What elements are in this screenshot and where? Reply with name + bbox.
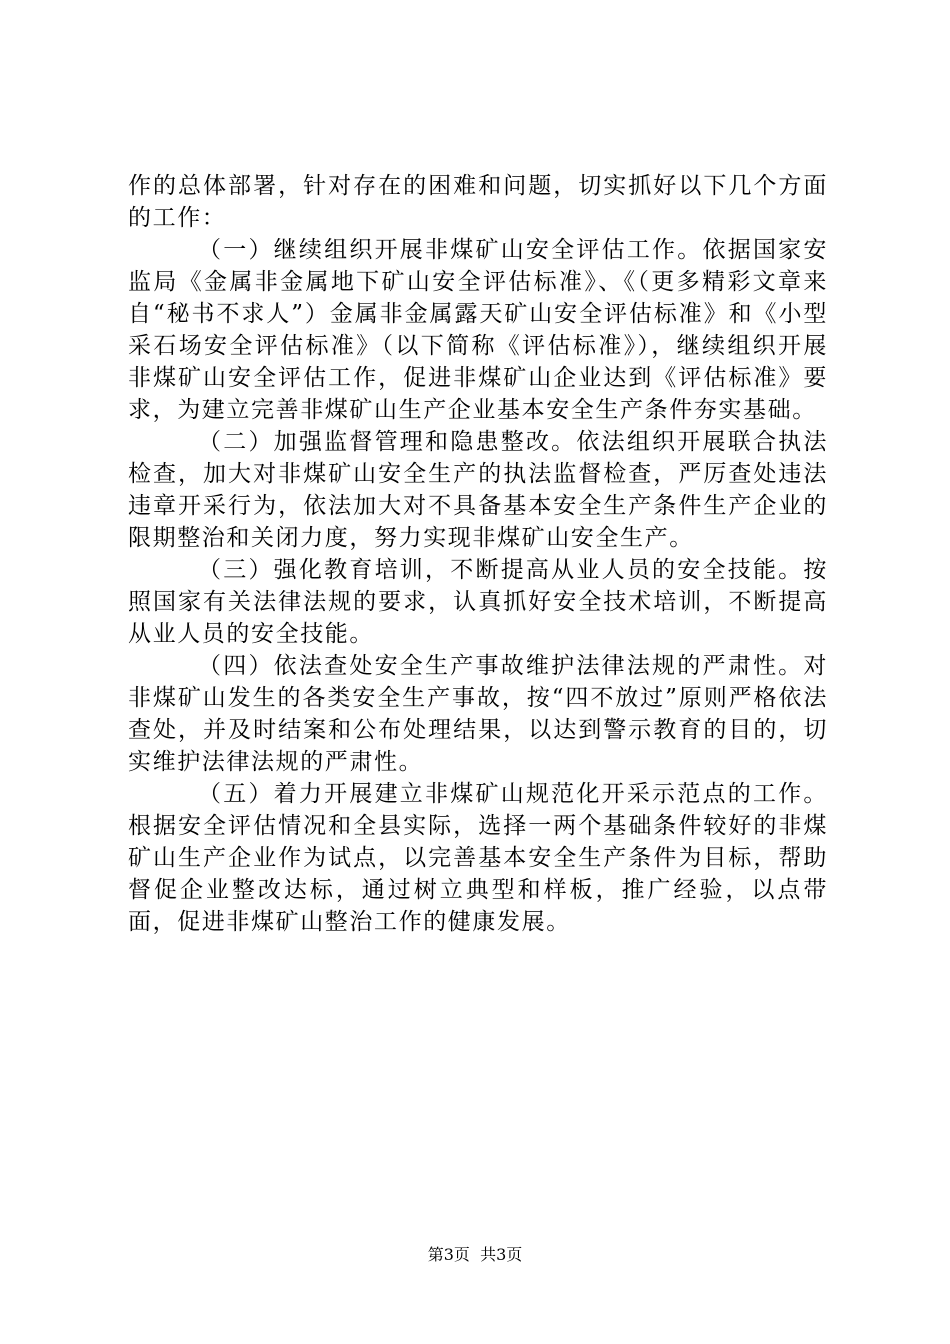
page-number: 第3页 (427, 1245, 470, 1264)
paragraph-item-1: （一）继续组织开展非煤矿山安全评估工作。依据国家安监局《金属非金属地下矿山安全评估标准》、《（更多精彩文章来自“秘书不求人”）金属非金属露天矿山安全评估标准》和《小型采石场安全评估标准》（以下简称《评估标准》），继续组织开展非煤矿山安全评估工作，促进非煤矿山企业达到《评估标准》要求，为建立完善非煤矿山生产企业基本安全生产条件夯实基础。 (128, 237, 828, 423)
paragraph-item-5: （五）着力开展建立非煤矿山规范化开采示范点的工作。根据安全评估情况和全县实际，选择一两个基础条件较好的非煤矿山生产企业作为试点，以完善基本安全生产条件为目标，帮助督促企业整改达标，通过树立典型和样板，推广经验，以点带面，促进非煤矿山整治工作的健康发展。 (128, 781, 828, 935)
paragraph-continuation: 作的总体部署，针对存在的困难和问题，切实抓好以下几个方面的工作： (128, 173, 828, 231)
document-body (128, 170, 828, 938)
paragraph-item-2: （二）加强监督管理和隐患整改。依法组织开展联合执法检查，加大对非煤矿山安全生产的执法监督检查，严厉查处违法违章开采行为，依法加大对不具备基本安全生产条件生产企业的限期整治和关闭力度，努力实现非煤矿山安全生产。 (128, 429, 828, 551)
footer-separator (470, 1245, 480, 1264)
paragraph-item-3: （三）强化教育培训，不断提高从业人员的安全技能。按照国家有关法律法规的要求，认真抓好安全技术培训，不断提高从业人员的安全技能。 (128, 557, 828, 647)
page-total: 共3页 (480, 1245, 523, 1264)
page-footer (0, 1244, 950, 1266)
paragraph-item-4: （四）依法查处安全生产事故维护法律法规的严肃性。对非煤矿山发生的各类安全生产事故，按“四不放过”原则严格依法查处，并及时结案和公布处理结果，以达到警示教育的目的，切实维护法律法规的严肃性。 (128, 653, 828, 775)
